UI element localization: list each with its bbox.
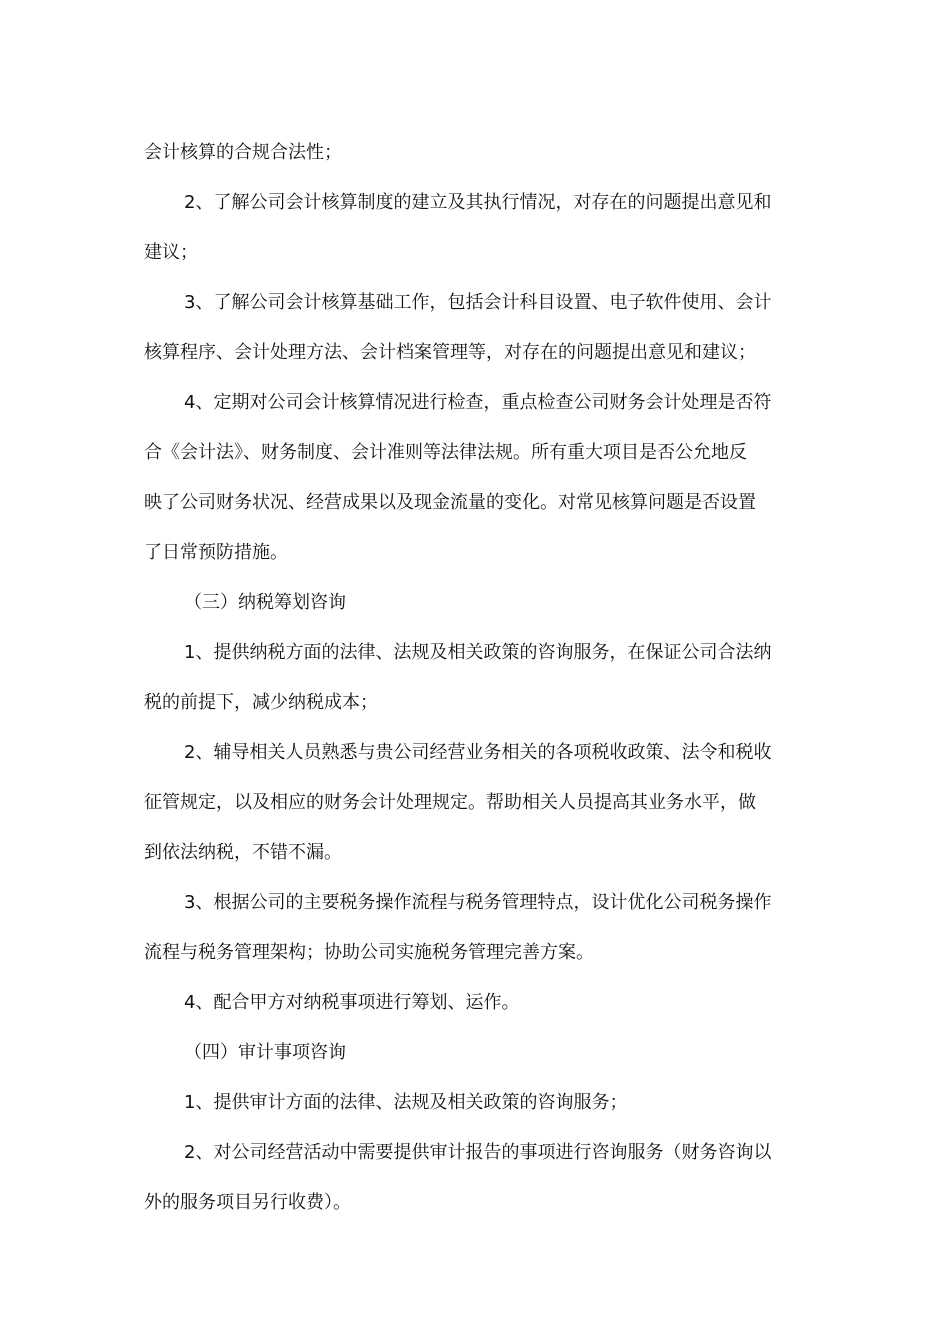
text-line: 外的服务项目另行收费）。 (144, 1192, 351, 1213)
text-line: 3、了解公司会计核算基础工作，包括会计科目设置、电子软件使用、会计 (184, 292, 772, 313)
text-line: 核算程序、会计处理方法、会计档案管理等，对存在的问题提出意见和建议； (144, 342, 756, 363)
text-line: 1、提供审计方面的法律、法规及相关政策的咨询服务； (184, 1092, 628, 1113)
section-heading: （三）纳税筹划咨询 (184, 592, 346, 613)
text-line: 2、辅导相关人员熟悉与贵公司经营业务相关的各项税收政策、法令和税收 (184, 742, 772, 763)
text-line: 2、对公司经营活动中需要提供审计报告的事项进行咨询服务（财务咨询以 (184, 1142, 772, 1163)
document-body (144, 128, 810, 1228)
text-line: 3、根据公司的主要税务操作流程与税务管理特点，设计优化公司税务操作 (184, 892, 772, 913)
text-line: 4、定期对公司会计核算情况进行检查，重点检查公司财务会计处理是否符 (184, 392, 772, 413)
text-line: 到依法纳税，不错不漏。 (144, 842, 342, 863)
text-line: 流程与税务管理架构；协助公司实施税务管理完善方案。 (144, 942, 594, 963)
text-line: 2、了解公司会计核算制度的建立及其执行情况，对存在的问题提出意见和 (184, 192, 772, 213)
text-line: 会计核算的合规合法性； (144, 142, 342, 163)
text-line: 4、配合甲方对纳税事项进行筹划、运作。 (184, 992, 520, 1013)
text-line: 建议； (144, 242, 198, 263)
text-line: 了日常预防措施。 (144, 542, 288, 563)
text-line: 映了公司财务状况、经营成果以及现金流量的变化。对常见核算问题是否设置 (144, 492, 756, 513)
text-line: 1、提供纳税方面的法律、法规及相关政策的咨询服务，在保证公司合法纳 (184, 642, 772, 663)
text-line: 征管规定，以及相应的财务会计处理规定。帮助相关人员提高其业务水平，做 (144, 792, 756, 813)
text-line: 税的前提下，减少纳税成本； (144, 692, 378, 713)
section-heading: （四）审计事项咨询 (184, 1042, 346, 1063)
text-line: 合《会计法》、财务制度、会计准则等法律法规。所有重大项目是否公允地反 (144, 442, 747, 463)
